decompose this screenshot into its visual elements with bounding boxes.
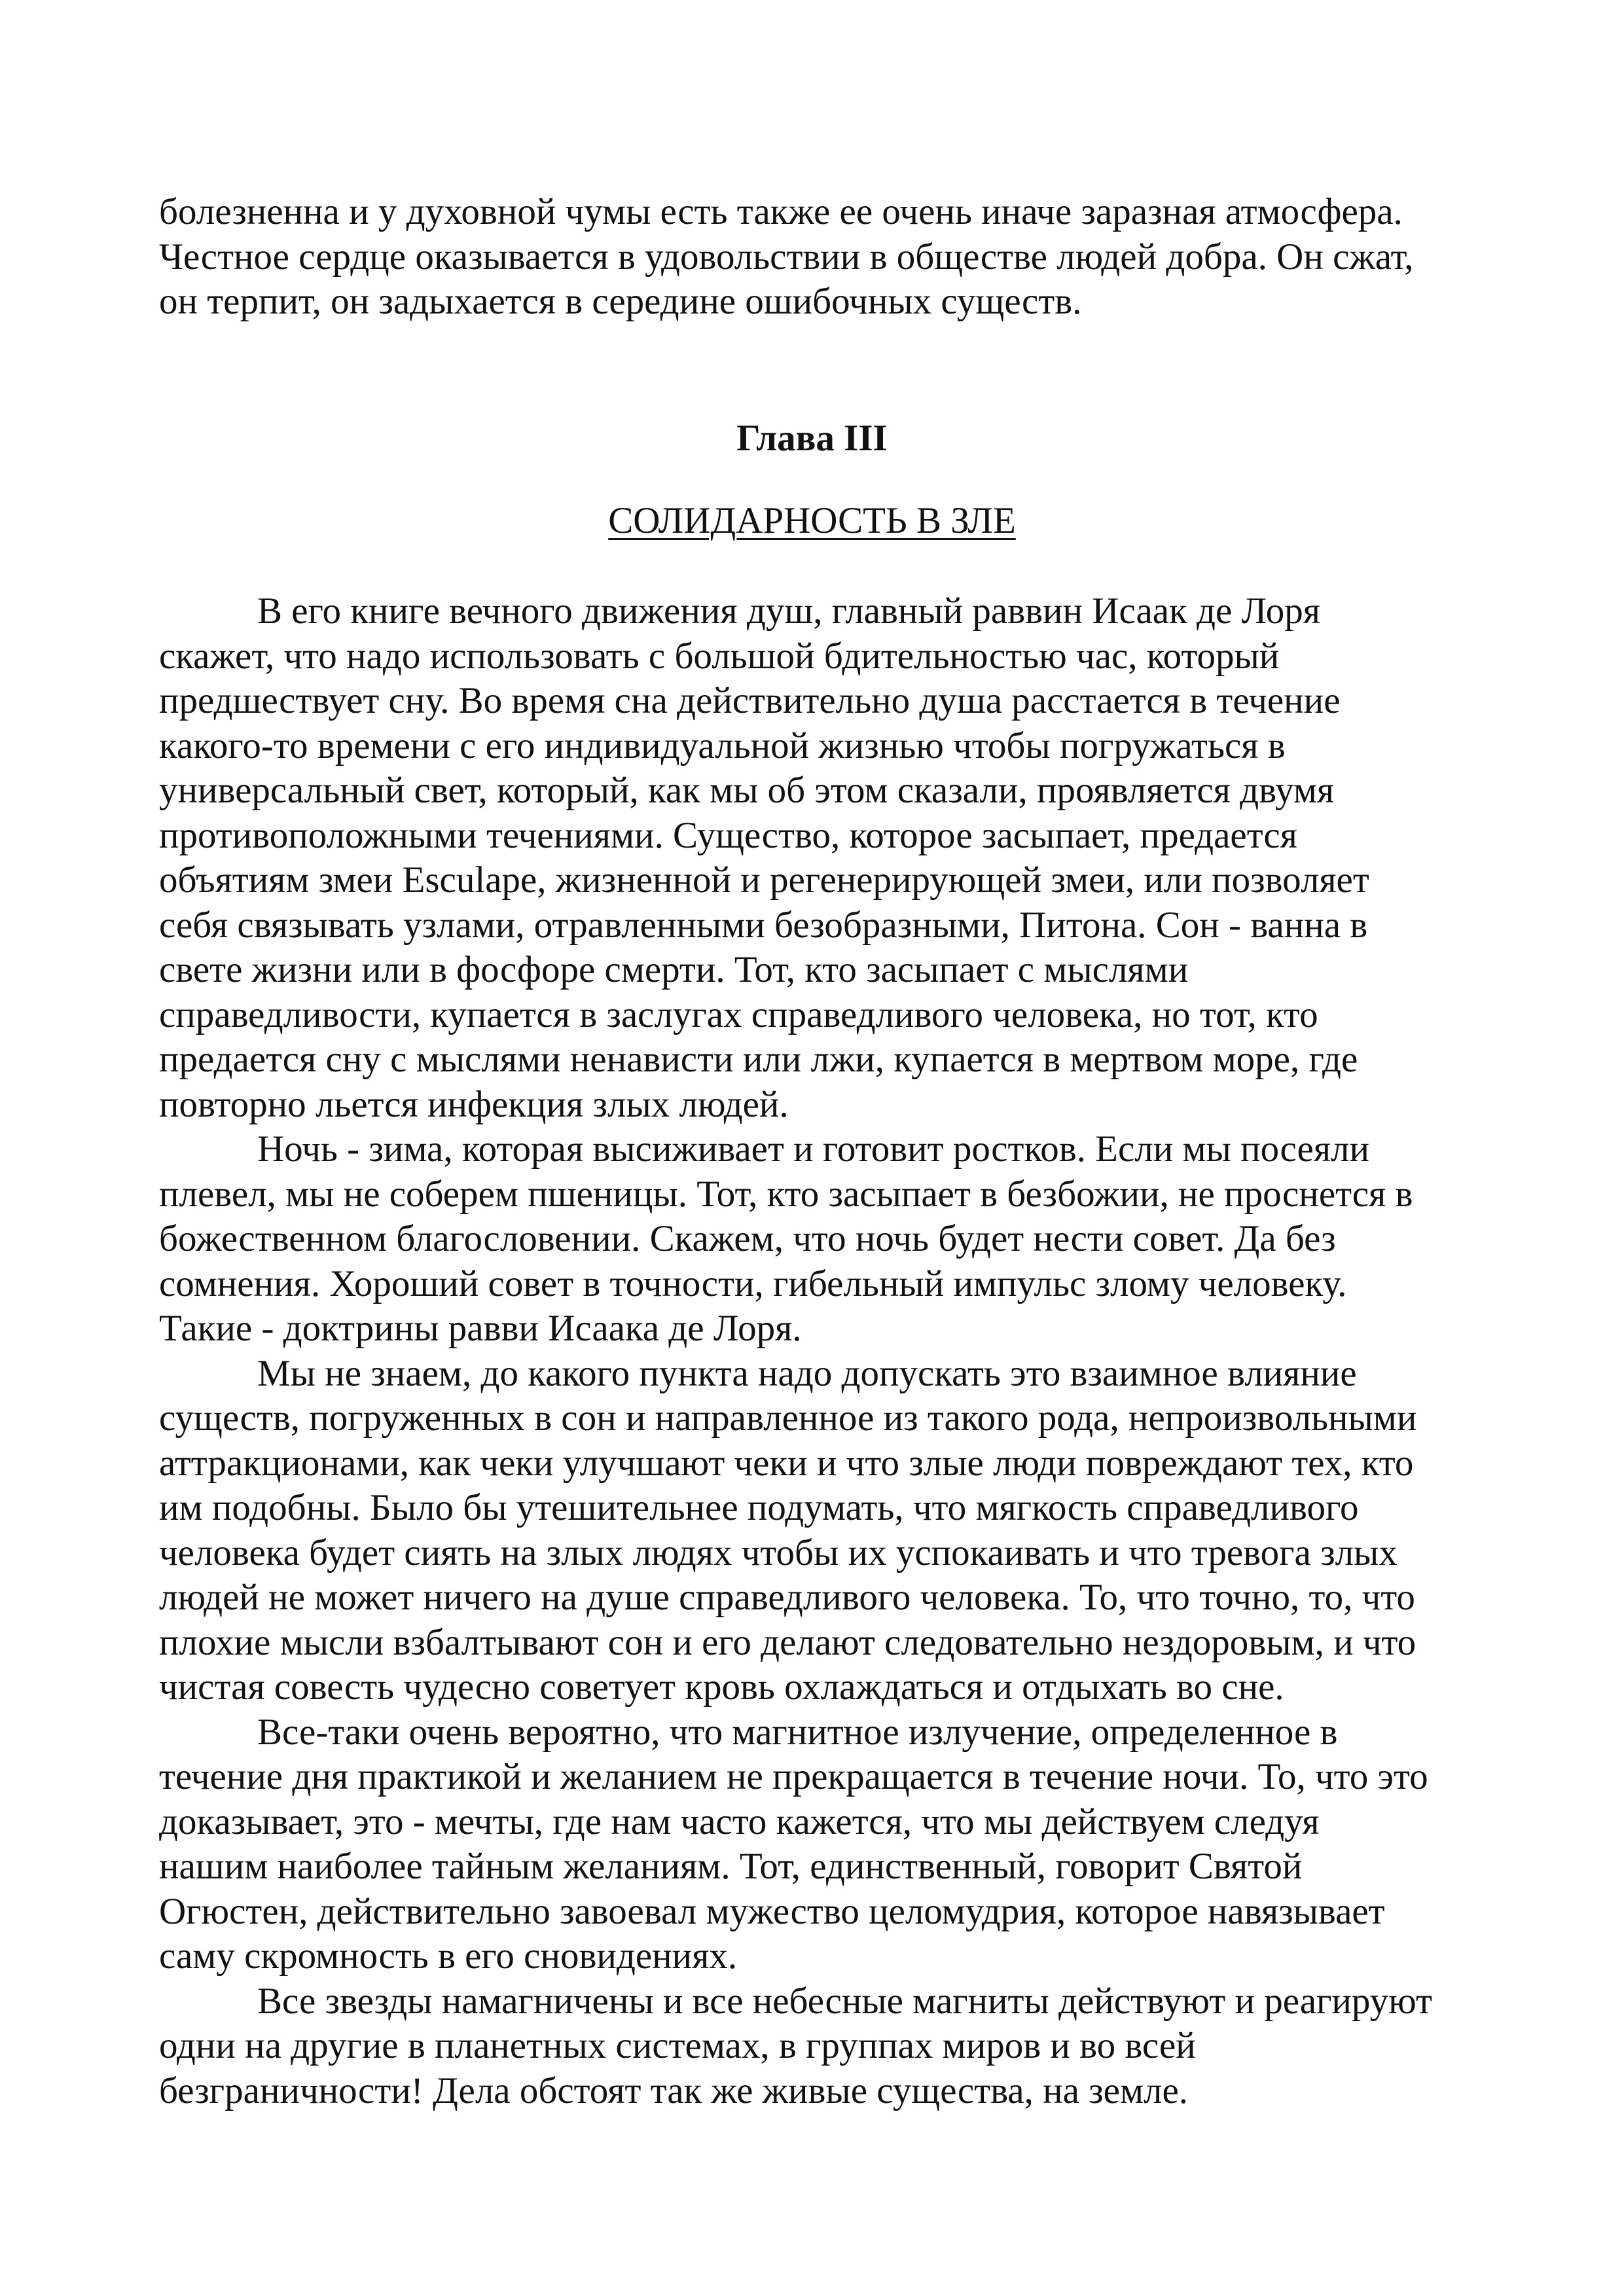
chapter-number: Глава III	[736, 418, 888, 459]
text-line: Такие - доктрины равви Исаака де Лоря.	[159, 1308, 802, 1349]
text-line: аттракционами, как чеки улучшают чеки и что злые люди повреждают тех, кто	[159, 1442, 1414, 1484]
text-line: противоположными течениями. Существо, которое засыпает, предается	[159, 814, 1297, 856]
text-line: объятиям змеи Esculape, жизненной и регенерирующей змеи, или позволяет	[159, 859, 1369, 901]
text-line: себя связывать узлами, отравленными безобразными, Питона. Сон - ванна в	[159, 904, 1368, 946]
text-line: Ночь - зима, которая высиживает и готовит ростков. Если мы посеяли	[257, 1128, 1369, 1170]
paragraph	[159, 1979, 1481, 2114]
text-line: предается сну с мыслями ненависти или лжи, купается в мертвом море, где	[159, 1039, 1358, 1080]
text-line: Честное сердце оказывается в удовольствии в обществе людей добра. Он сжат,	[159, 236, 1414, 278]
paragraph	[159, 1352, 1481, 1710]
text-line: доказывает, это - мечты, где нам часто кажется, что мы действуем следуя	[159, 1801, 1320, 1842]
text-line: им подобны. Было бы утешительнее подумать, что мягкость справедливого	[159, 1487, 1359, 1528]
chapter-title: СОЛИДАРНОСТЬ В ЗЛЕ	[608, 500, 1016, 541]
text-line: повторно льется инфекция злых людей.	[159, 1083, 789, 1125]
paragraph	[159, 1127, 1481, 1352]
text-line: В его книге вечного движения душ, главный раввин Исаак де Лоря	[257, 590, 1320, 632]
text-line: божественном благословении. Скажем, что ночь будет нести совет. Да без	[159, 1218, 1336, 1259]
text-line: свете жизни или в фосфоре смерти. Тот, кто засыпает с мыслями	[159, 949, 1189, 990]
paragraph	[159, 589, 1481, 1127]
paragraph	[159, 1710, 1481, 1979]
text-line: болезненна и у духовной чумы есть также ее очень иначе заразная атмосфера.	[159, 191, 1403, 232]
text-line: Все-таки очень вероятно, что магнитное излучение, определенное в	[257, 1711, 1338, 1753]
text-line: одни на другие в планетных системах, в группах миров и во всей	[159, 2025, 1196, 2066]
text-line: Все звезды намагничены и все небесные магниты действуют и реагируют	[257, 1980, 1432, 2022]
text-line: плохие мысли взбалтывают сон и его делают следовательно нездоровым, и что	[159, 1621, 1416, 1663]
text-line: Огюстен, действительно завоевал мужество целомудрия, которое навязывает	[159, 1890, 1385, 1932]
text-line: течение дня практикой и желанием не прекращается в течение ночи. То, что это	[159, 1756, 1428, 1797]
text-line: универсальный свет, который, как мы об этом сказали, проявляется двумя	[159, 770, 1335, 811]
continued-paragraph	[159, 190, 1481, 325]
text-line: людей не может ничего на душе справедливого человека. То, что точно, то, что	[159, 1577, 1415, 1618]
text-line: безграничности! Дела обстоят так же живые существа, на земле.	[159, 2070, 1189, 2111]
text-line: человека будет сиять на злых людях чтобы их успокаивать и что тревога злых	[159, 1532, 1398, 1573]
text-line: существ, погруженных в сон и направленное из такого рода, непроизвольными	[159, 1397, 1417, 1439]
text-line: справедливости, купается в заслугах справедливого человека, но тот, кто	[159, 994, 1318, 1035]
text-line: сомнения. Хороший совет в точности, гибельный импульс злому человеку.	[159, 1263, 1347, 1304]
text-line: нашим наиболее тайным желаниям. Тот, единственный, говорит Святой	[159, 1846, 1303, 1887]
text-line: саму скромность в его сновидениях.	[159, 1935, 738, 1977]
chapter-title-wrapper	[0, 499, 1624, 542]
text-line: скажет, что надо использовать с большой бдительностью час, который	[159, 635, 1280, 677]
chapter-body	[159, 589, 1481, 2113]
text-line: предшествует сну. Во время сна действительно душа расстается в течение	[159, 680, 1341, 721]
text-line: плевел, мы не соберем пшеницы. Тот, кто засыпает в безбожии, не проснется в	[159, 1173, 1413, 1215]
text-line: он терпит, он задыхается в середине ошибочных существ.	[159, 281, 1082, 322]
text-line: Мы не знаем, до какого пункта надо допускать это взаимное влияние	[257, 1352, 1357, 1394]
text-line: чистая совесть чудесно советует кровь охлаждаться и отдыхать во сне.	[159, 1666, 1284, 1708]
text-line: какого-то времени с его индивидуальной жизнью чтобы погружаться в	[159, 725, 1286, 766]
